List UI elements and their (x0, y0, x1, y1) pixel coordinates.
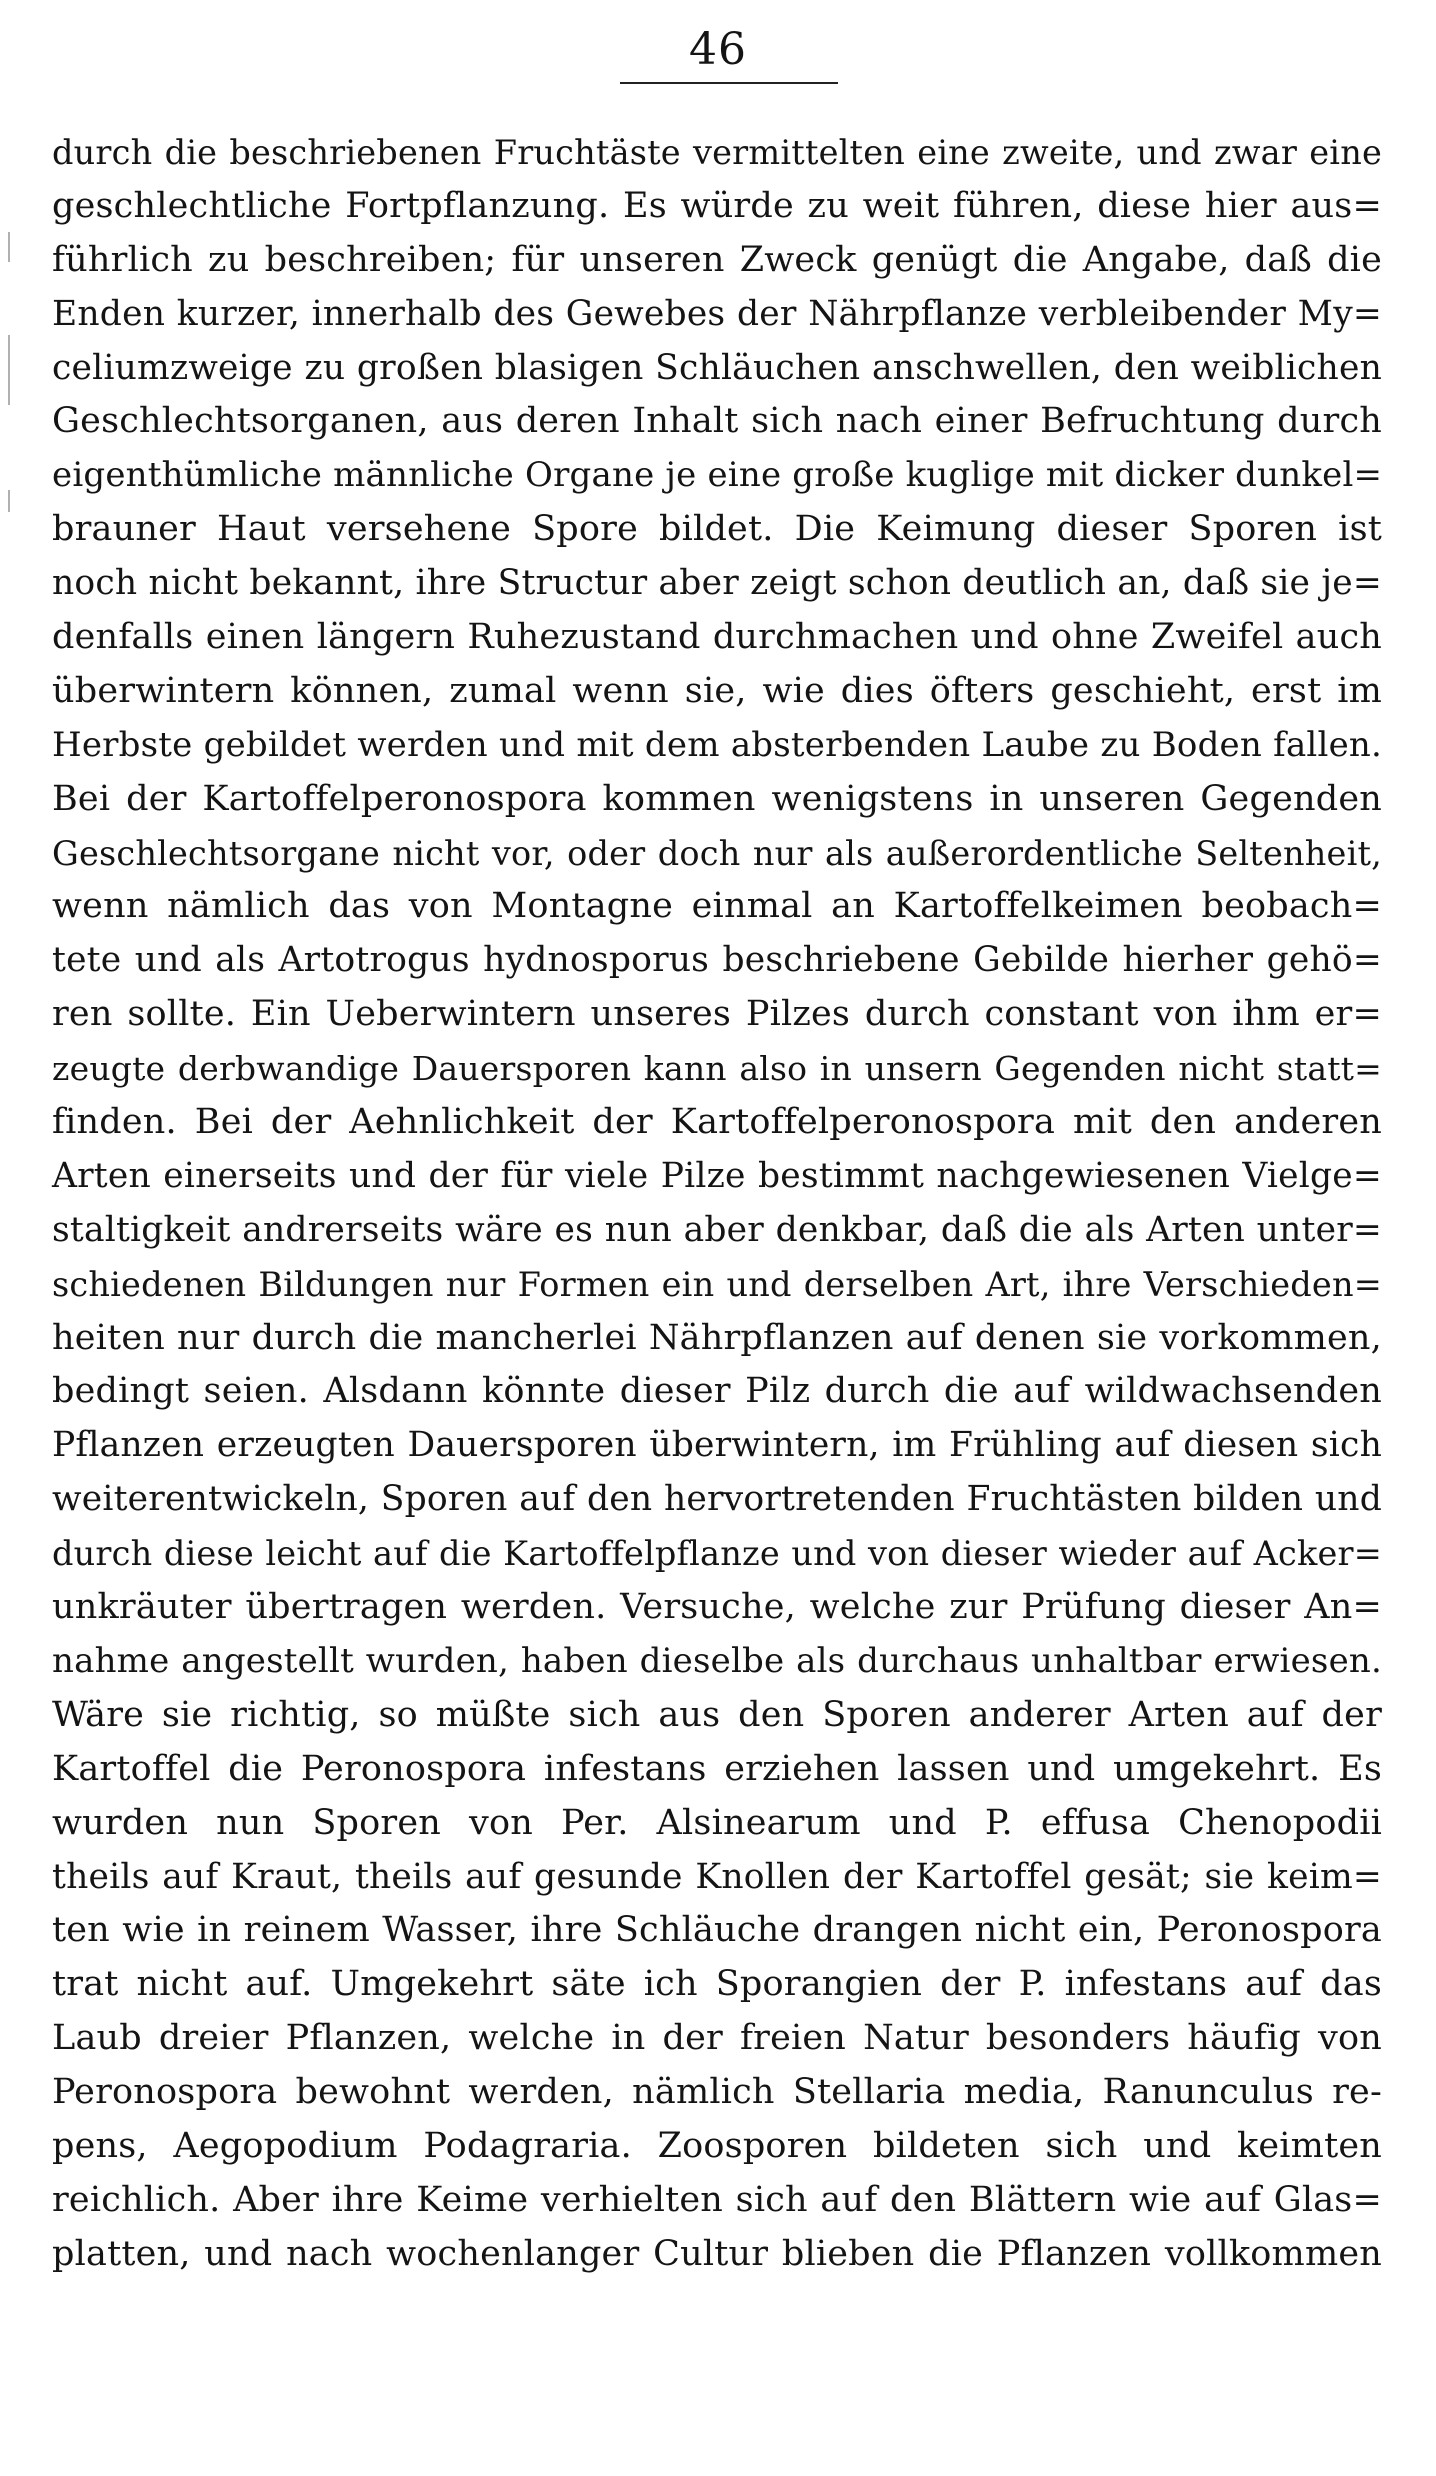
text-line: Peronospora bewohnt werden, nämlich Stellaria media, Ranunculus re- (52, 2072, 1382, 2113)
text-line: ten wie in reinem Wasser, ihre Schläuche drangen nicht ein, Peronospora (52, 1910, 1382, 1951)
text-line: reichlich. Aber ihre Keime verhielten sich auf den Blättern wie auf Glas= (52, 2179, 1382, 2220)
text-line: durch die beschriebenen Fruchtäste vermittelten eine zweite, und zwar eine (52, 133, 1382, 172)
text-line: nahme angestellt wurden, haben dieselbe als durchaus unhaltbar erwiesen. (52, 1640, 1382, 1681)
body-text (52, 126, 1382, 2282)
text-line: heiten nur durch die mancherlei Nährpflanzen auf denen sie vorkommen, (52, 1317, 1382, 1358)
text-line: platten, und nach wochenlanger Cultur blieben die Pflanzen vollkommen (52, 2233, 1382, 2274)
text-line: eigenthümliche männliche Organe je eine große kuglige mit dicker dunkel= (52, 455, 1383, 496)
text-line: geschlechtliche Fortpflanzung. Es würde zu weit führen, diese hier aus= (52, 185, 1382, 226)
text-line: finden. Bei der Aehnlichkeit der Kartoffelperonospora mit den anderen (52, 1102, 1382, 1143)
text-line: weiterentwickeln, Sporen auf den hervortretenden Fruchtästen bilden und (52, 1479, 1382, 1520)
text-line: Kartoffel die Peronospora infestans erziehen lassen und umgekehrt. Es (52, 1748, 1382, 1789)
text-line: Geschlechtsorgane nicht vor, oder doch nur als außerordentliche Seltenheit, (52, 833, 1382, 873)
text-line: celiumzweige zu großen blasigen Schläuchen anschwellen, den weiblichen (52, 347, 1382, 388)
text-line: Pflanzen erzeugten Dauersporen überwintern, im Frühling auf diesen sich (52, 1425, 1382, 1466)
text-line: Herbste gebildet werden und mit dem absterbenden Laube zu Boden fallen. (52, 724, 1382, 765)
text-line: Enden kurzer, innerhalb des Gewebes der Nährpflanze verbleibender My= (52, 293, 1382, 334)
text-line: durch diese leicht auf die Kartoffelpflanze und von dieser wieder auf Acker= (52, 1534, 1382, 1574)
text-line: staltigkeit andrerseits wäre es nun aber denkbar, daß die als Arten unter= (52, 1209, 1382, 1250)
page-number: 46 (689, 24, 747, 75)
margin-pencil-mark (8, 335, 10, 405)
text-line: überwintern können, zumal wenn sie, wie dies öfters geschieht, erst im (52, 670, 1382, 711)
text-line: schiedenen Bildungen nur Formen ein und derselben Art, ihre Verschieden= (52, 1264, 1382, 1304)
text-line: führlich zu beschreiben; für unseren Zweck genügt die Angabe, daß die (52, 239, 1382, 280)
text-line: noch nicht bekannt, ihre Structur aber zeigt schon deutlich an, daß sie je= (52, 563, 1382, 604)
text-line: denfalls einen längern Ruhezustand durchmachen und ohne Zweifel auch (52, 617, 1382, 658)
text-line: ren sollte. Ein Ueberwintern unseres Pilzes durch constant von ihm er= (52, 994, 1382, 1035)
header-rule (620, 82, 838, 84)
margin-pencil-mark (8, 232, 10, 262)
text-line: unkräuter übertragen werden. Versuche, welche zur Prüfung dieser An= (52, 1587, 1382, 1628)
text-line: trat nicht auf. Umgekehrt säte ich Sporangien der P. infestans auf das (52, 1964, 1382, 2005)
text-line: Arten einerseits und der für viele Pilze bestimmt nachgewiesenen Vielge= (52, 1155, 1382, 1196)
text-line: Geschlechtsorganen, aus deren Inhalt sich nach einer Befruchtung durch (52, 401, 1382, 442)
text-line: tete und als Artotrogus hydnosporus beschriebene Gebilde hierher gehö= (52, 940, 1382, 981)
text-line: Laub dreier Pflanzen, welche in der freien Natur besonders häufig von (52, 2018, 1382, 2059)
margin-pencil-mark (8, 490, 10, 512)
text-line: Bei der Kartoffelperonospora kommen wenigstens in unseren Gegenden (52, 778, 1382, 819)
text-line: Wäre sie richtig, so müßte sich aus den Sporen anderer Arten auf der (52, 1694, 1382, 1735)
text-line: brauner Haut versehene Spore bildet. Die Keimung dieser Sporen ist (52, 509, 1382, 550)
text-line: wenn nämlich das von Montagne einmal an Kartoffelkeimen beobach= (52, 886, 1382, 927)
text-line: zeugte derbwandige Dauersporen kann also in unsern Gegenden nicht statt= (52, 1049, 1382, 1089)
text-line: theils auf Kraut, theils auf gesunde Knollen der Kartoffel gesät; sie keim= (52, 1856, 1382, 1897)
text-line: pens, Aegopodium Podagraria. Zoosporen bildeten sich und keimten (52, 2125, 1382, 2166)
text-line: bedingt seien. Alsdann könnte dieser Pilz durch die auf wildwachsenden (52, 1371, 1382, 1412)
text-line: wurden nun Sporen von Per. Alsinearum und P. effusa Chenopodii (52, 1802, 1382, 1843)
